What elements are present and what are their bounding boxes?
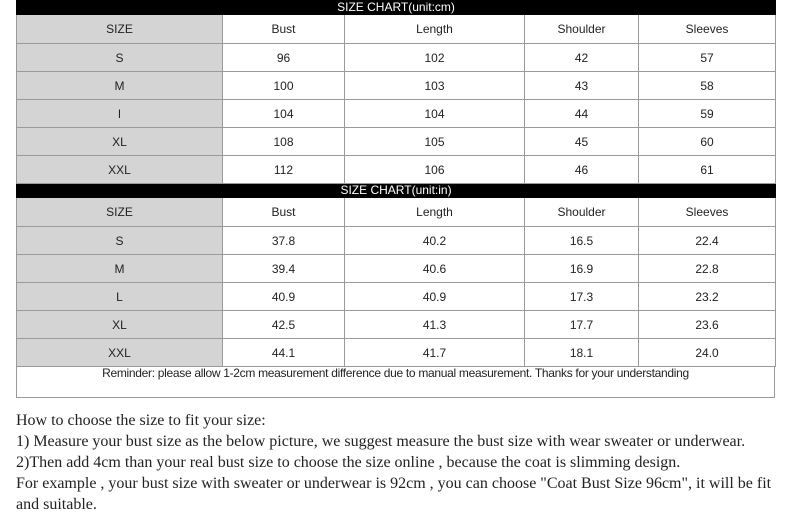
table-row	[17, 283, 776, 311]
table-row	[17, 227, 776, 255]
shoulder-cell: 17.3	[525, 283, 639, 311]
size-cell: XL	[17, 311, 223, 339]
bust-cell: 112	[223, 156, 345, 184]
sleeves-cell: 23.6	[639, 311, 776, 339]
size-cell: M	[17, 72, 223, 100]
in-chart-title: SIZE CHART(unit:in)	[17, 184, 776, 198]
size-chart-table	[16, 0, 776, 367]
table-row	[17, 156, 776, 184]
header-bust: Bust	[223, 198, 345, 227]
length-cell: 40.9	[345, 283, 525, 311]
size-cell: XL	[17, 128, 223, 156]
table-row	[17, 311, 776, 339]
sleeves-cell: 22.4	[639, 227, 776, 255]
table-row	[17, 255, 776, 283]
table-row	[17, 339, 776, 367]
in-header-row	[17, 198, 776, 227]
length-cell: 105	[345, 128, 525, 156]
bust-cell: 108	[223, 128, 345, 156]
length-cell: 106	[345, 156, 525, 184]
header-shoulder: Shoulder	[525, 198, 639, 227]
header-size: SIZE	[17, 15, 223, 44]
table-row	[17, 72, 776, 100]
bust-cell: 42.5	[223, 311, 345, 339]
shoulder-cell: 16.9	[525, 255, 639, 283]
size-cell: XXL	[17, 339, 223, 367]
bust-cell: 37.8	[223, 227, 345, 255]
instructions-step-2: 2)Then add 4cm than your real bust size to choose the size online , because the coat is slimming design.	[16, 454, 681, 471]
shoulder-cell: 16.5	[525, 227, 639, 255]
size-cell: L	[17, 283, 223, 311]
table-row	[17, 100, 776, 128]
size-cell: S	[17, 44, 223, 72]
instructions-heading: How to choose the size to fit your size:	[16, 412, 266, 429]
sleeves-cell: 24.0	[639, 339, 776, 367]
table-row	[17, 128, 776, 156]
sleeves-cell: 23.2	[639, 283, 776, 311]
shoulder-cell: 44	[525, 100, 639, 128]
length-cell: 41.3	[345, 311, 525, 339]
measurement-reminder: Reminder: please allow 1-2cm measurement difference due to manual measurement. Thanks for your understanding	[16, 367, 775, 398]
header-length: Length	[345, 15, 525, 44]
instructions-example: For example , your bust size with sweater or underwear is 92cm , you can choose "Coat Bust Size 96cm", it will be fit and suitable.	[16, 475, 772, 513]
size-cell: XXL	[17, 156, 223, 184]
shoulder-cell: 42	[525, 44, 639, 72]
sleeves-cell: 59	[639, 100, 776, 128]
bust-cell: 40.9	[223, 283, 345, 311]
sleeves-cell: 60	[639, 128, 776, 156]
sleeves-cell: 22.8	[639, 255, 776, 283]
length-cell: 40.6	[345, 255, 525, 283]
header-sleeves: Sleeves	[639, 15, 776, 44]
cm-header-row	[17, 15, 776, 44]
shoulder-cell: 18.1	[525, 339, 639, 367]
size-cell: l	[17, 100, 223, 128]
sleeves-cell: 61	[639, 156, 776, 184]
sleeves-cell: 57	[639, 44, 776, 72]
cm-title-row	[17, 1, 776, 15]
size-cell: S	[17, 227, 223, 255]
shoulder-cell: 17.7	[525, 311, 639, 339]
bust-cell: 39.4	[223, 255, 345, 283]
header-length: Length	[345, 198, 525, 227]
shoulder-cell: 46	[525, 156, 639, 184]
size-cell: M	[17, 255, 223, 283]
header-shoulder: Shoulder	[525, 15, 639, 44]
length-cell: 40.2	[345, 227, 525, 255]
bust-cell: 96	[223, 44, 345, 72]
length-cell: 104	[345, 100, 525, 128]
bust-cell: 44.1	[223, 339, 345, 367]
length-cell: 103	[345, 72, 525, 100]
length-cell: 102	[345, 44, 525, 72]
instructions-step-1: 1) Measure your bust size as the below picture, we suggest measure the bust size with wear sweater or underwear.	[16, 433, 746, 450]
shoulder-cell: 45	[525, 128, 639, 156]
size-instructions	[16, 410, 798, 515]
header-sleeves: Sleeves	[639, 198, 776, 227]
bust-cell: 104	[223, 100, 345, 128]
bust-cell: 100	[223, 72, 345, 100]
size-chart	[16, 0, 775, 398]
header-bust: Bust	[223, 15, 345, 44]
length-cell: 41.7	[345, 339, 525, 367]
sleeves-cell: 58	[639, 72, 776, 100]
cm-chart-title: SIZE CHART(unit:cm)	[17, 1, 776, 15]
header-size: SIZE	[17, 198, 223, 227]
shoulder-cell: 43	[525, 72, 639, 100]
table-row	[17, 44, 776, 72]
in-title-row	[17, 184, 776, 198]
